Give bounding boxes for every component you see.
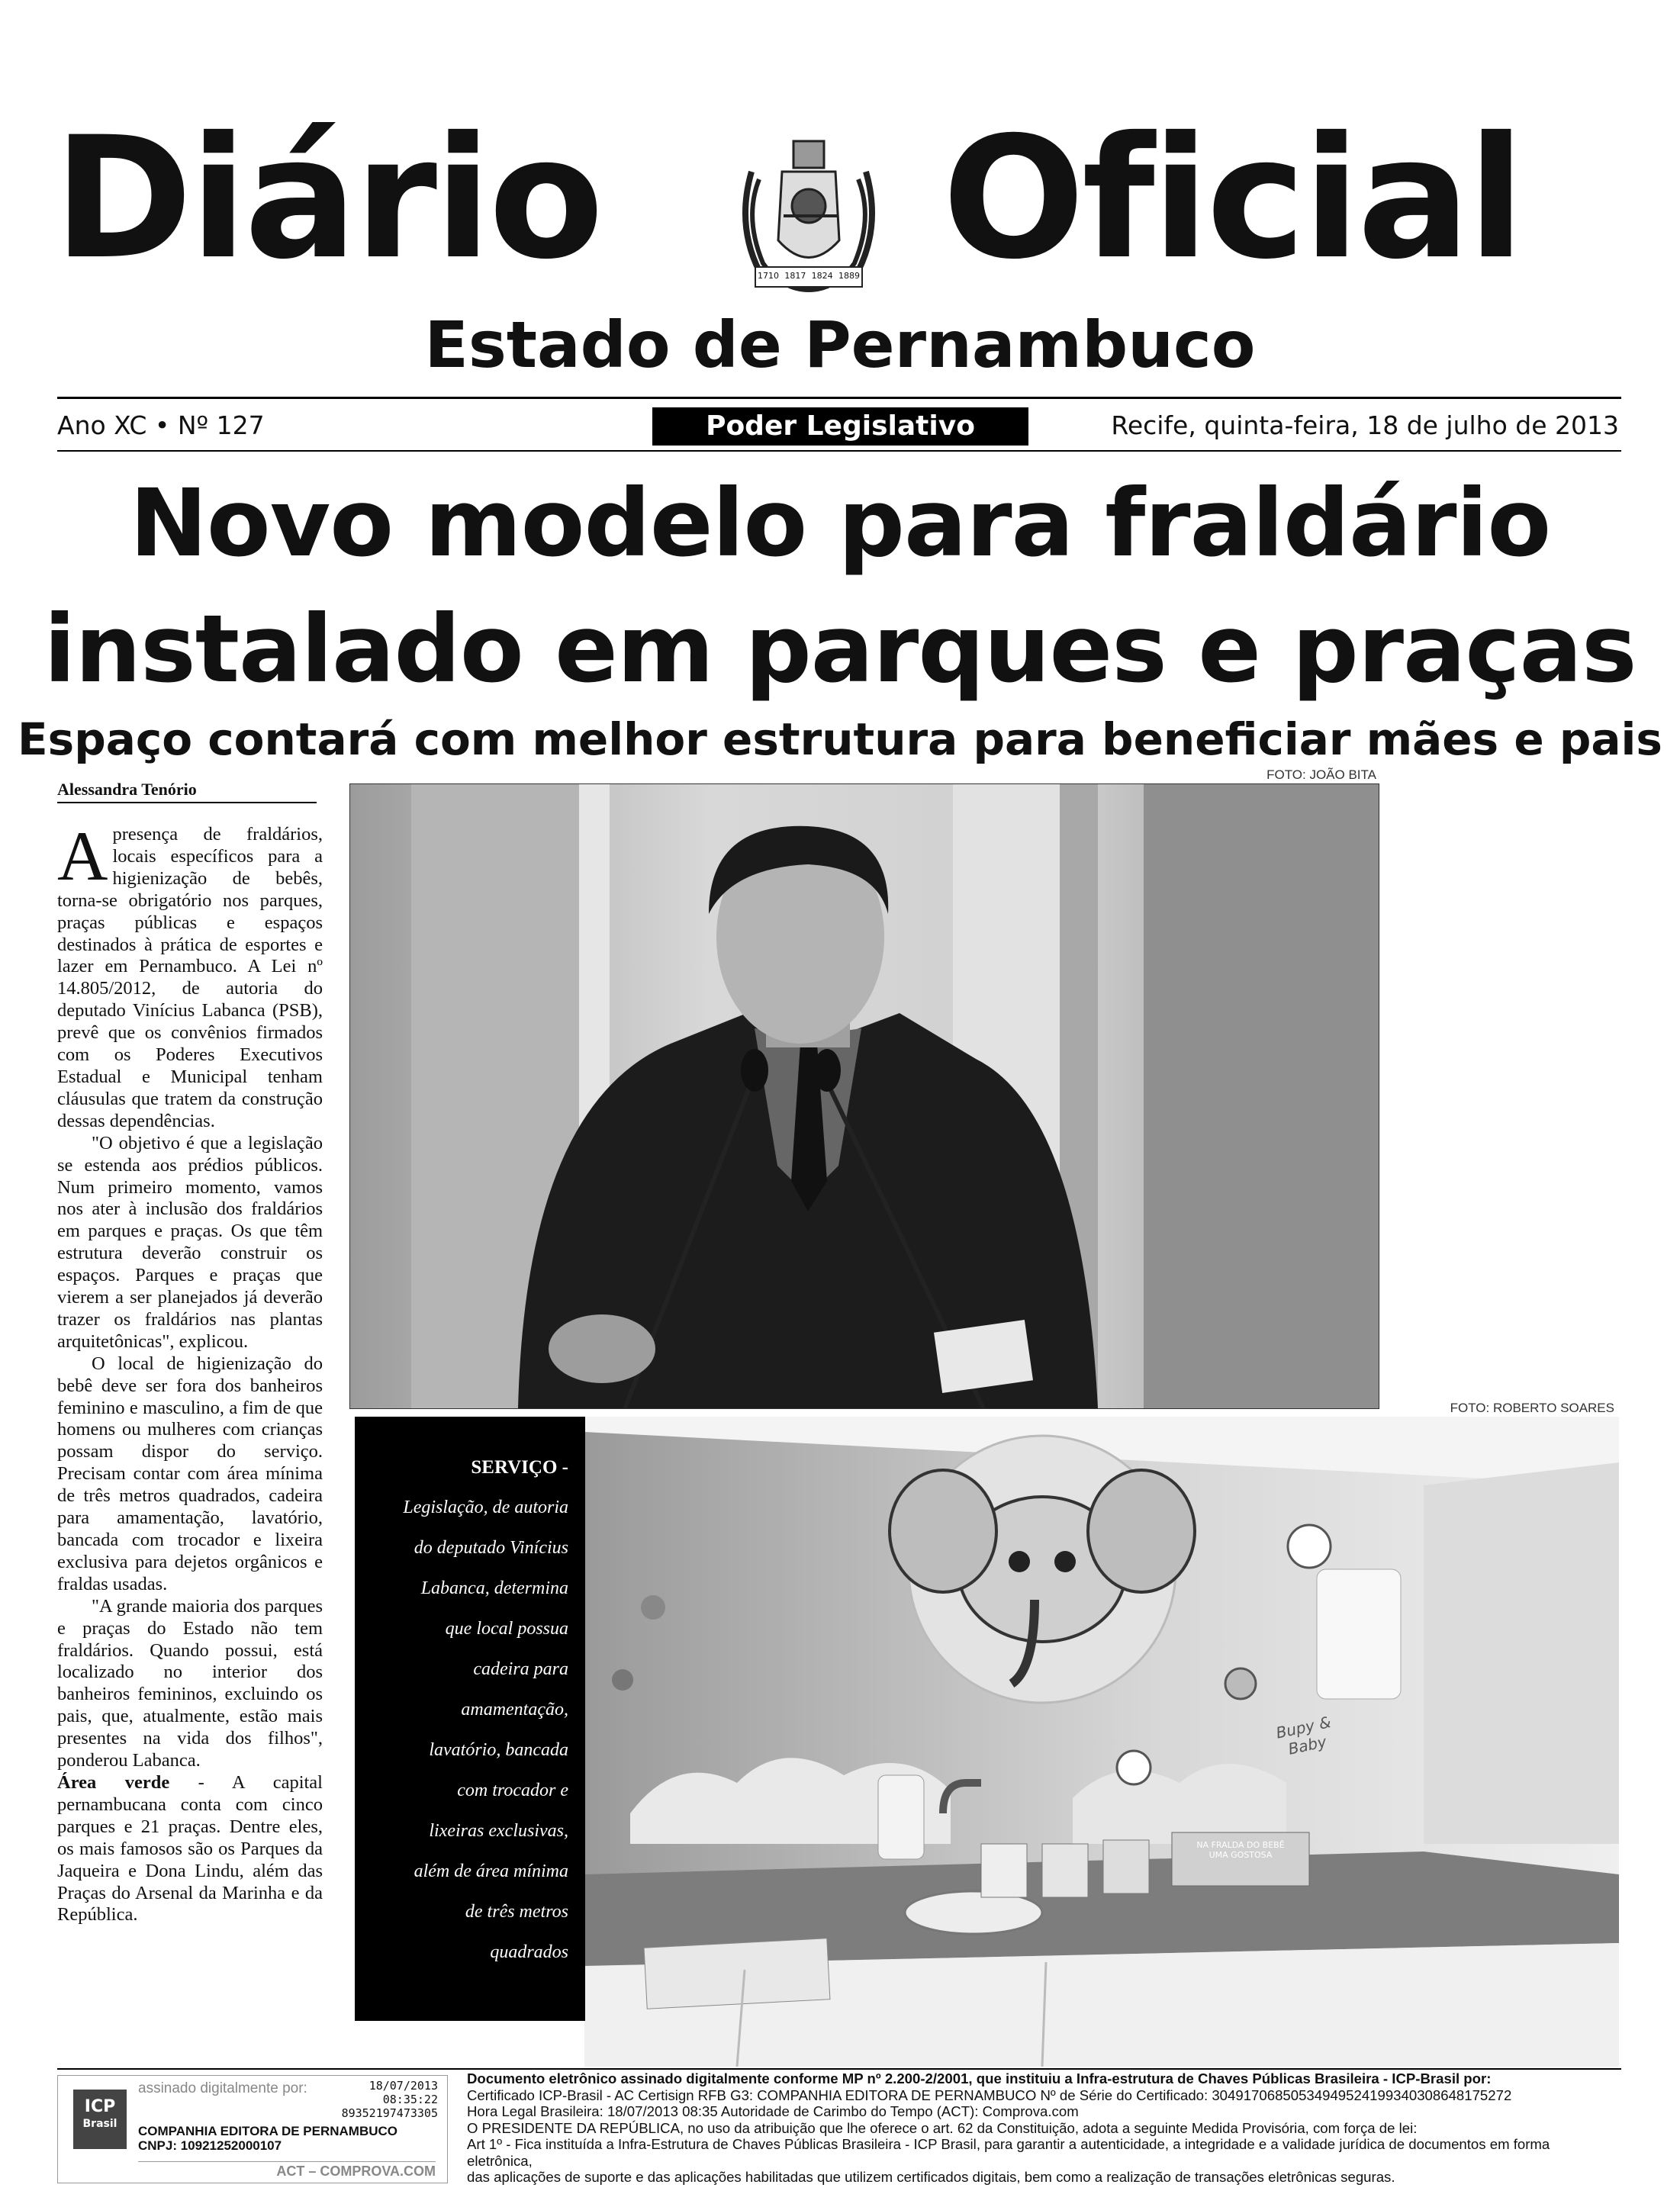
certification-notice (467, 2070, 1611, 2186)
info-rule (57, 450, 1621, 452)
digital-signature-stamp (57, 2075, 448, 2183)
dropcap: A (57, 817, 108, 895)
stamp-signed-label: assinado digitalmente por: (138, 2080, 307, 2096)
top-rule (57, 397, 1621, 399)
photo-nursery-room (584, 1417, 1619, 2067)
paragraph-1: presença de fraldários, locais específicos para a higienização de bebês, torna-se obrigatório nos parques, praças públicas e espaços destinados à prática de esportes e lazer em Pernambuco. A Lei nº 14.805/2012, de autoria do deputado Vinícius Labanca (PSB), prevê que os convênios firmados com os Poderes Executivos Estadual e Municipal tenham cláusulas que tratem da construção dessas dependências. (57, 824, 323, 1131)
footer-rule (57, 2068, 1621, 2070)
servico-line-8: com trocador e (457, 1781, 568, 1800)
author-byline: Alessandra Tenório (57, 780, 317, 803)
coat-of-arms-seal (729, 126, 889, 301)
photo-credit-2: FOTO: ROBERTO SOARES (1450, 1401, 1614, 1415)
servico-title: SERVIÇO - (471, 1457, 568, 1478)
stamp-footer: ACT – COMPROVA.COM (138, 2161, 436, 2180)
cert-line-1: Documento eletrônico assinado digitalmente conforme MP nº 2.200-2/2001, que instituiu a Infra-estrutura de Chaves Públicas Brasileira - ICP-Brasil por: (467, 2070, 1492, 2086)
servico-line-10: além de área mínima (414, 1861, 568, 1881)
servico-line-6: amamentação, (461, 1700, 568, 1720)
masthead-subtitle: Estado de Pernambuco (424, 307, 1256, 382)
photo-credit-1: FOTO: JOÃO BITA (1266, 767, 1376, 782)
publication-date: Recife, quinta-feira, 18 de julho de 2013 (1111, 410, 1619, 440)
servico-line-1: Legislação, de autoria (403, 1498, 568, 1517)
masthead-title-right: Oficial (942, 101, 1522, 296)
servico-line-7: lavatório, bancada (429, 1740, 568, 1760)
stamp-company: COMPANHIA EDITORA DE PERNAMBUCO (138, 2124, 398, 2138)
subhead-area-verde: Área verde (57, 1771, 170, 1793)
paragraph-4: "A grande maioria dos parques e praças do Estado não tem fraldários. Quando possui, está localizado no interior dos banheiros femininos, excluindo os pais, que, atualmente, estão mais presentes na vida dos filhos", ponderou Labanca. (57, 1595, 323, 1771)
article-body (57, 817, 323, 1926)
headline-line-2: instalado em parques e praças (43, 595, 1637, 703)
servico-line-3: Labanca, determina (420, 1578, 568, 1598)
seal-year-4: 1889 (838, 271, 860, 281)
section-label: Poder Legislativo (652, 407, 1028, 446)
servico-line-2: do deputado Vinícius (414, 1538, 568, 1558)
icp-logo-line1: ICP (84, 2097, 116, 2116)
paragraph-3: O local de higienização do bebê deve ser fora dos banheiros feminino e masculino, a fim de que homens ou mulheres com crianças possam dispor do serviço. Precisam contar com área mínima de três metros quadrados, cadeira para amamentação, lavatório, bancada com trocador e lixeira exclusiva para dejetos orgânicos e fraldas usadas. (57, 1353, 323, 1594)
icp-logo-line2: Brasil (82, 2118, 117, 2130)
deck: Espaço contará com melhor estrutura para beneficiar mães e pais (18, 713, 1662, 765)
cert-line-4: O PRESIDENTE DA REPÚBLICA, no uso da atribuição que lhe oferece o art. 62 da Constituição, adota a seguinte Medida Provisória, com força de lei: (467, 2119, 1418, 2136)
cert-line-5: Art 1º - Fica instituída a Infra-Estrutura de Chaves Públicas Brasileira - ICP Brasil, para garantir a autenticidade, a integridade e a validade jurídica de documentos em forma eletrônica, (467, 2136, 1550, 2169)
cert-line-2: Certificado ICP-Brasil - AC Certisign RFB G3: COMPANHIA EDITORA DE PERNAMBUCO Nº de Série do Certificado: 3049170685053494952419934030864817527​2 (467, 2086, 1512, 2103)
servico-line-5: cadeira para (473, 1659, 568, 1679)
seal-year-2: 1817 (784, 271, 806, 281)
icp-brasil-logo (73, 2090, 127, 2149)
headline-line-1: Novo modelo para fraldário (129, 469, 1551, 578)
mural-brand-text: Bupy & Baby (1274, 1712, 1333, 1758)
masthead-title-left: Diário (53, 101, 601, 296)
stamp-code: 89352197473305 (341, 2106, 438, 2120)
cert-line-6: das aplicações de suporte e das aplicações habilitadas que utilizem certificados digitais, bem como a realização de transações eletrônicas seguras. (467, 2169, 1395, 2185)
seal-year-3: 1824 (811, 271, 833, 281)
stamp-date: 18/07/2013 (369, 2079, 438, 2093)
servico-line-4: que local possua (445, 1619, 568, 1639)
servico-line-11: de três metros (465, 1902, 568, 1922)
stamp-time: 08:35:22 (382, 2093, 438, 2106)
stamp-cnpj: CNPJ: 10921252000107 (138, 2138, 282, 2153)
issue-number: Ano XC • Nº 127 (57, 410, 265, 440)
wall-poster-text: NA FRALDA DO BEBÊ UMA GOSTOSA (1196, 1840, 1285, 1860)
paragraph-2: "O objetivo é que a legislação se estenda aos prédios públicos. Num primeiro momento, vamos nos ater à inclusão dos fraldários em parques e praças. Os que têm estrutura deverão construir os espaços. Parques e praças que vierem a ser planejados já deverão trazer os fraldários nas plantas arquitetônicas", explicou. (57, 1132, 323, 1352)
cert-line-3: Hora Legal Brasileira: 18/07/2013 08:35 Autoridade de Carimbo do Tempo (ACT): Comprova.com (467, 2103, 1079, 2119)
paragraph-5: - A capital pernambucana conta com cinco parques e 21 praças. Dentre eles, os mais famosos são os Parques da Jaqueira e Dona Lindu, além das Praças do Arsenal da Marinha e da República. (57, 1771, 323, 1926)
servico-line-12: quadrados (490, 1942, 568, 1962)
seal-year-1: 1710 (758, 271, 779, 281)
servico-box (355, 1417, 585, 2021)
servico-line-9: lixeiras exclusivas, (429, 1821, 568, 1841)
photo-deputy-speaking (349, 783, 1379, 1409)
